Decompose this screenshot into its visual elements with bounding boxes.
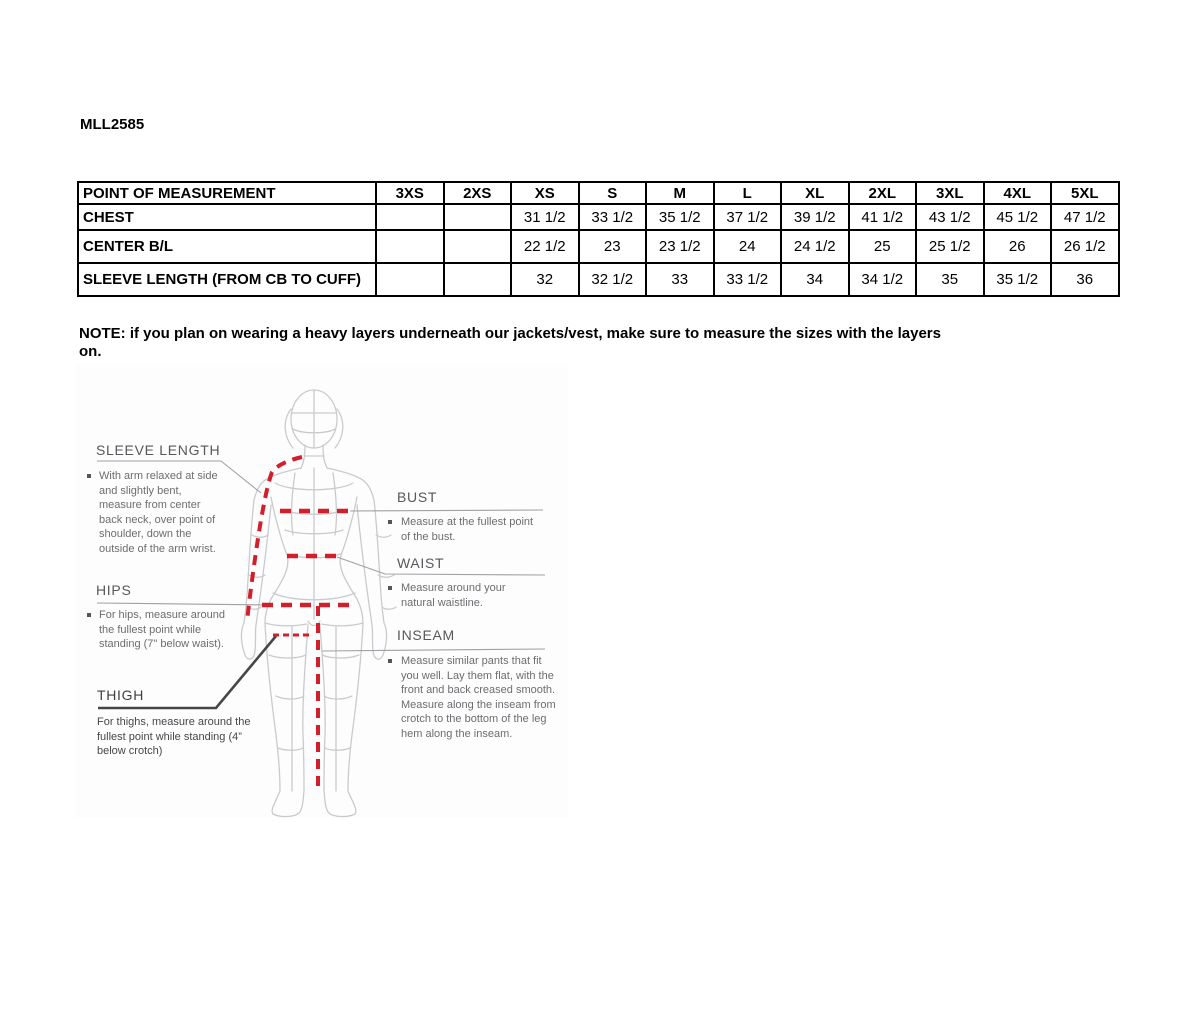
size-value-cell: 33 — [646, 263, 714, 296]
column-header-2xl: 2XL — [849, 182, 917, 204]
size-value-cell: 41 1/2 — [849, 204, 917, 230]
table-row-center-bl — [78, 230, 1119, 263]
size-value-cell: 23 — [579, 230, 647, 263]
waist-heading: WAIST — [397, 555, 445, 571]
bullet-marker — [87, 613, 91, 617]
size-value-cell — [444, 230, 512, 263]
size-value-cell: 26 1/2 — [1051, 230, 1119, 263]
column-header-point-of-measurement: POINT OF MEASUREMENT — [78, 182, 376, 204]
size-value-cell: 33 1/2 — [579, 204, 647, 230]
size-value-cell: 45 1/2 — [984, 204, 1052, 230]
size-value-cell: 31 1/2 — [511, 204, 579, 230]
column-header-5xl: 5XL — [1051, 182, 1119, 204]
size-value-cell: 25 — [849, 230, 917, 263]
inseam-heading: INSEAM — [397, 627, 455, 643]
waist-instructions: Measure around your natural waistline. — [401, 582, 506, 609]
hips-instructions: For hips, measure around the fullest point while standing (7" below waist). — [99, 609, 225, 651]
column-header-xl: XL — [781, 182, 849, 204]
size-value-cell: 26 — [984, 230, 1052, 263]
size-value-cell: 35 1/2 — [646, 204, 714, 230]
hips-heading: HIPS — [96, 582, 132, 598]
bullet-marker — [388, 586, 392, 590]
thigh-heading: THIGH — [97, 687, 145, 703]
table-row-sleeve-length — [78, 263, 1119, 296]
row-label: CENTER B/L — [78, 230, 376, 263]
column-header-3xl: 3XL — [916, 182, 984, 204]
table-row-chest — [78, 204, 1119, 230]
size-value-cell: 32 1/2 — [579, 263, 647, 296]
inseam-instructions: Measure similar pants that fit you well. Lay them flat, with the front and back creased smooth. Measure along the inseam from crotch to the bottom of the leg hem along the inseam. — [401, 655, 556, 740]
column-header-s: S — [579, 182, 647, 204]
size-value-cell: 22 1/2 — [511, 230, 579, 263]
style-number: MLL2585 — [80, 116, 145, 133]
column-header-l: L — [714, 182, 782, 204]
row-label: CHEST — [78, 204, 376, 230]
size-value-cell: 24 — [714, 230, 782, 263]
thigh-instructions: For thighs, measure around the fullest point while standing (4” below crotch) — [97, 716, 251, 758]
bust-instructions: Measure at the fullest point of the bust. — [401, 516, 534, 543]
size-value-cell: 47 1/2 — [1051, 204, 1119, 230]
size-value-cell: 33 1/2 — [714, 263, 782, 296]
size-chart-table — [77, 181, 1120, 297]
column-header-xs: XS — [511, 182, 579, 204]
bullet-marker — [87, 474, 91, 478]
bullet-marker — [388, 659, 392, 663]
size-value-cell: 35 1/2 — [984, 263, 1052, 296]
column-header-2xs: 2XS — [444, 182, 512, 204]
size-value-cell: 24 1/2 — [781, 230, 849, 263]
size-value-cell: 34 1/2 — [849, 263, 917, 296]
size-value-cell — [444, 204, 512, 230]
size-value-cell: 25 1/2 — [916, 230, 984, 263]
row-label: SLEEVE LENGTH (FROM CB TO CUFF) — [78, 263, 376, 296]
bust-heading: BUST — [397, 489, 438, 505]
size-value-cell — [376, 230, 444, 263]
size-value-cell: 39 1/2 — [781, 204, 849, 230]
note-text: NOTE: if you plan on wearing a heavy layers underneath our jackets/vest, make sure to measure the sizes with the layers on. — [79, 325, 941, 360]
column-header-3xs: 3XS — [376, 182, 444, 204]
size-value-cell: 43 1/2 — [916, 204, 984, 230]
size-value-cell: 37 1/2 — [714, 204, 782, 230]
size-value-cell: 32 — [511, 263, 579, 296]
measurement-lines — [247, 457, 357, 787]
sleeve-length-instructions: With arm relaxed at side and slightly bent, measure from center back neck, over point of shoulder, down the outside of the arm wrist. — [99, 470, 218, 555]
bullet-marker — [388, 520, 392, 524]
size-value-cell — [444, 263, 512, 296]
size-value-cell: 36 — [1051, 263, 1119, 296]
size-value-cell: 23 1/2 — [646, 230, 714, 263]
size-value-cell — [376, 204, 444, 230]
measurement-guide-diagram — [75, 363, 568, 818]
table-header-row — [78, 182, 1119, 204]
sleeve-length-heading: SLEEVE LENGTH — [96, 442, 221, 458]
size-value-cell — [376, 263, 444, 296]
size-value-cell: 34 — [781, 263, 849, 296]
column-header-m: M — [646, 182, 714, 204]
column-header-4xl: 4XL — [984, 182, 1052, 204]
size-value-cell: 35 — [916, 263, 984, 296]
